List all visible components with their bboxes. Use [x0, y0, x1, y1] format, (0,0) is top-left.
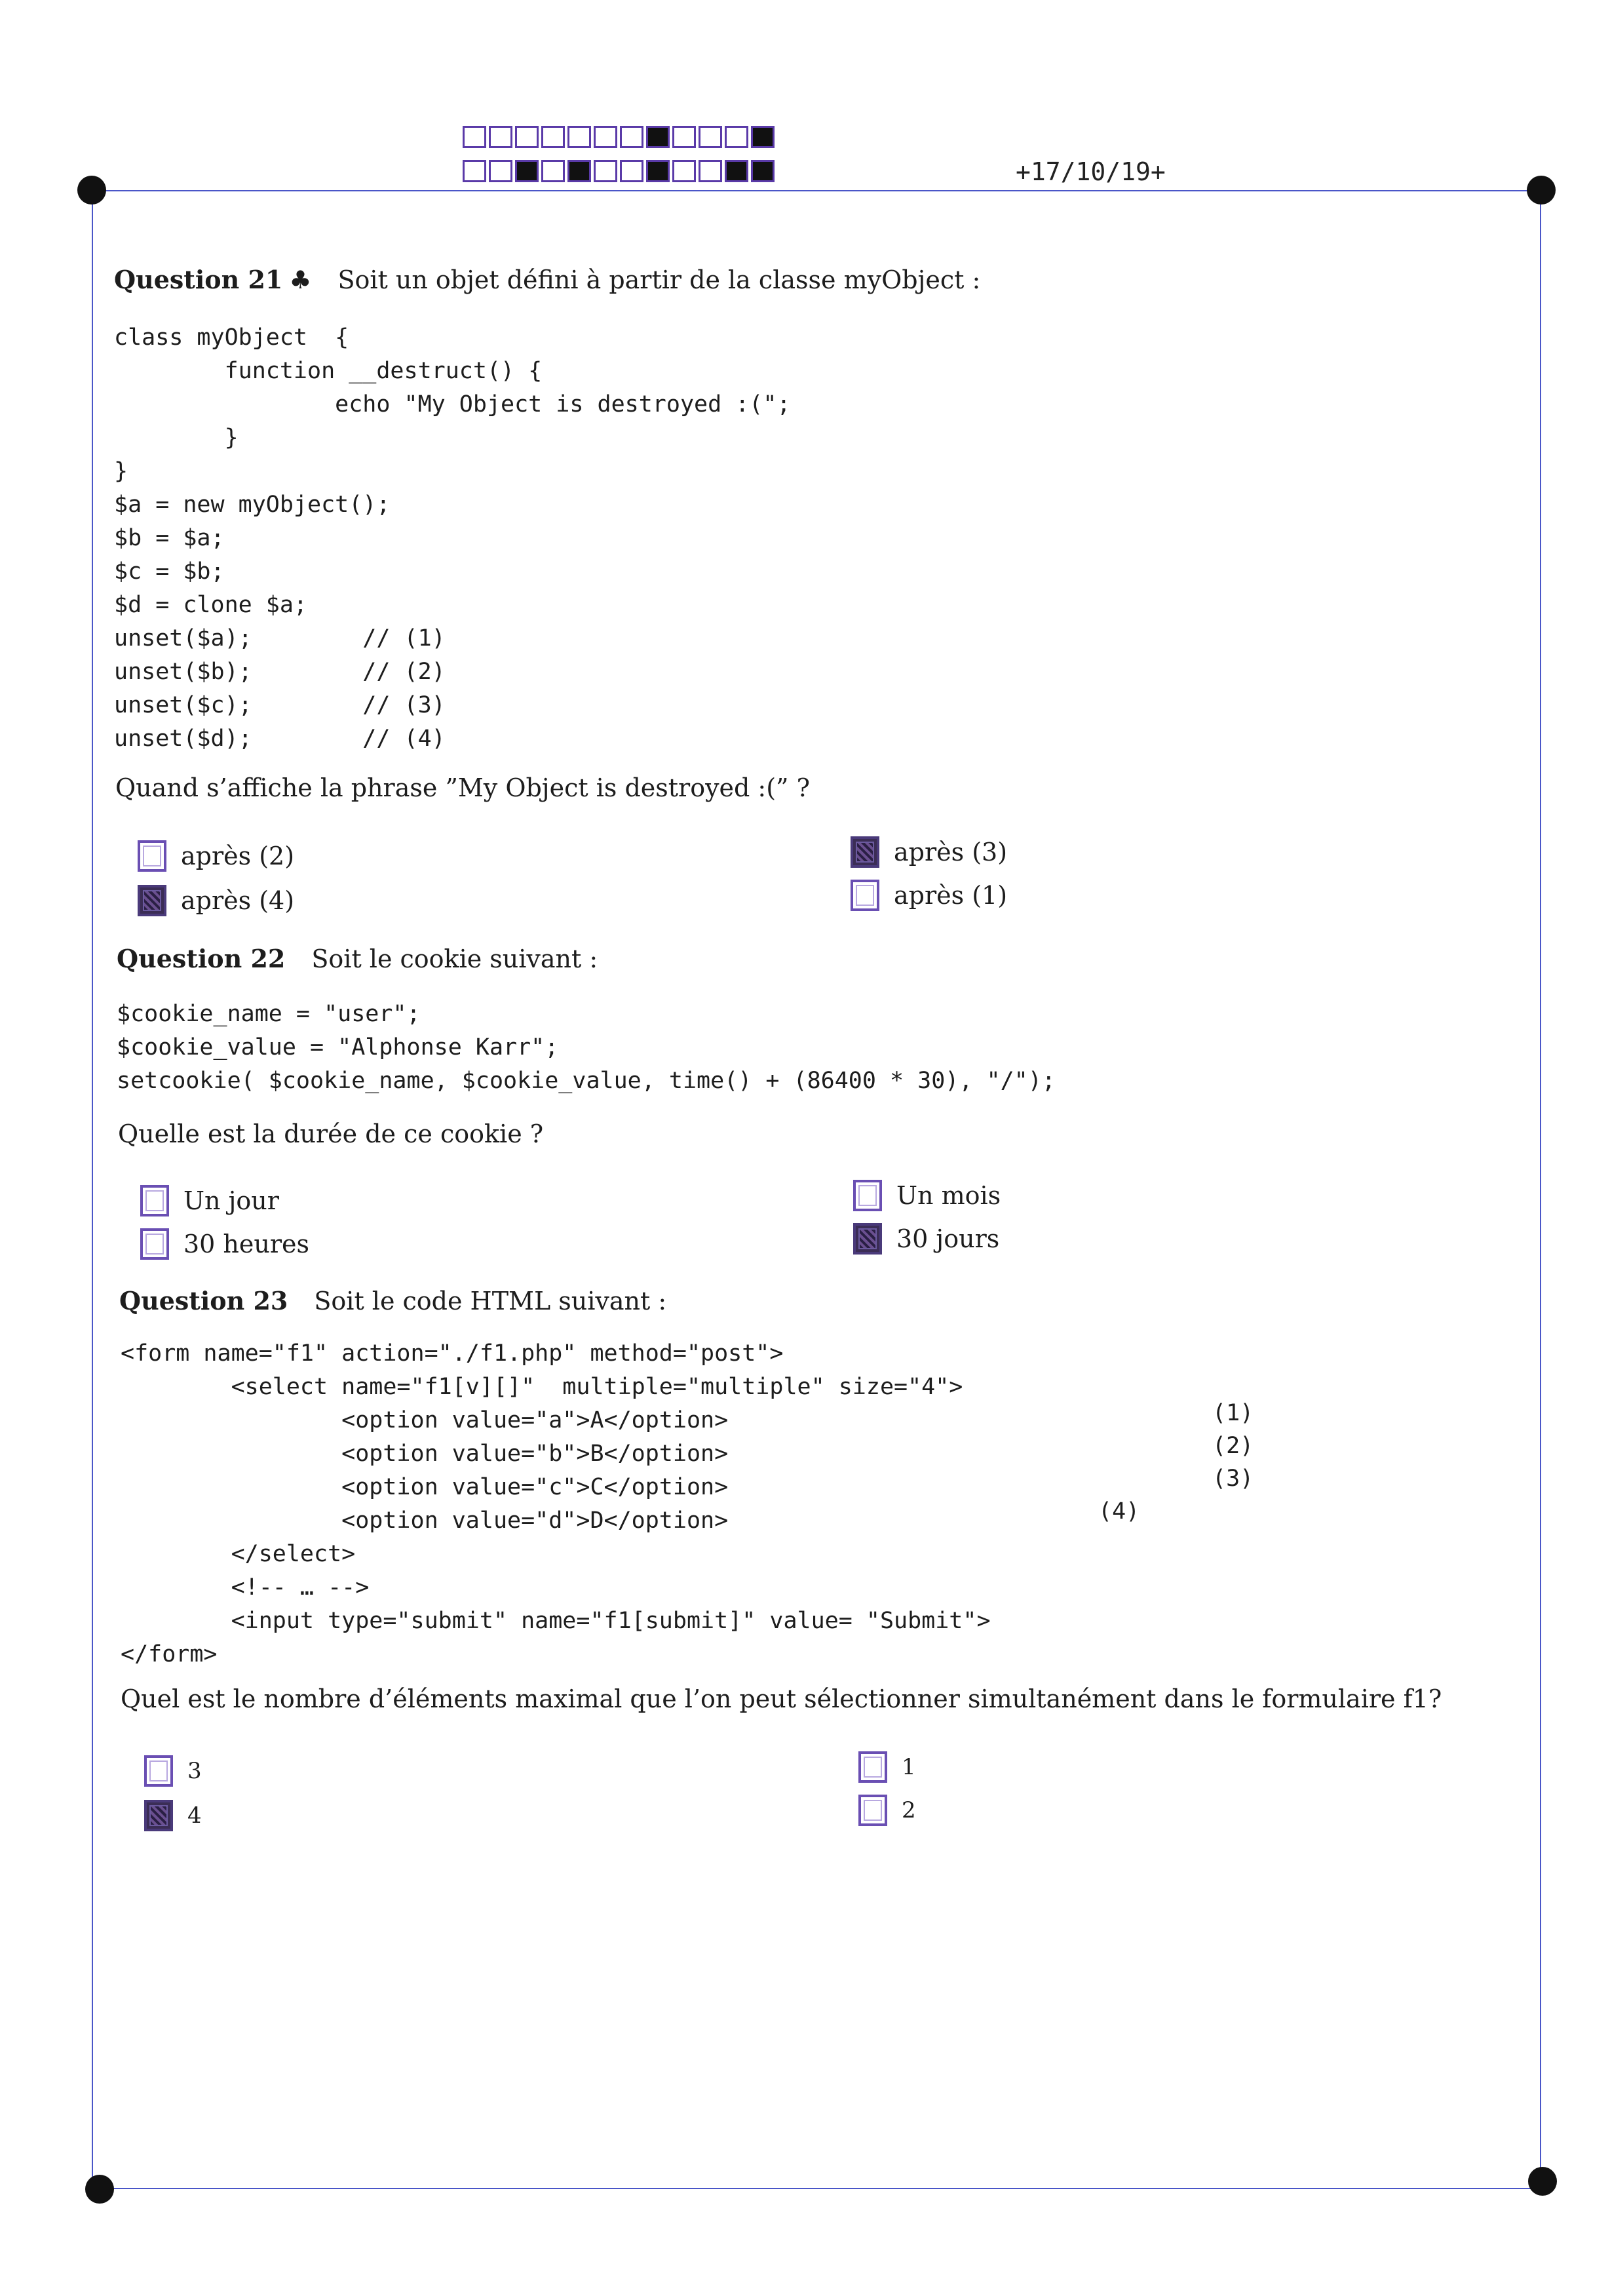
- question-text: Soit le code HTML suivant :: [314, 1287, 667, 1315]
- q23-option-4[interactable]: [144, 1800, 202, 1831]
- barcode-cell: [620, 126, 643, 148]
- barcode-cell: [489, 160, 512, 182]
- question-21-prompt: Quand s’affiche la phrase ”My Object is destroyed :(” ?: [115, 773, 810, 802]
- registration-dot-top-right: [1527, 176, 1556, 204]
- question-number: Question 23: [119, 1286, 288, 1315]
- option-label: 1: [902, 1754, 916, 1780]
- option-label: après (4): [181, 886, 295, 915]
- barcode-cell: [646, 160, 670, 182]
- barcode-cell: [463, 126, 486, 148]
- barcode-cell: [751, 160, 775, 182]
- checkbox[interactable]: [140, 1228, 169, 1260]
- barcode-cell: [751, 126, 775, 148]
- registration-dot-bottom-left: [85, 2175, 114, 2204]
- q21-option-apres-2[interactable]: [138, 840, 294, 872]
- barcode-cell: [594, 126, 617, 148]
- barcode-cell: [567, 160, 591, 182]
- checkbox[interactable]: [144, 1755, 173, 1787]
- registration-dot-bottom-right: [1528, 2167, 1557, 2196]
- option-label: 2: [902, 1797, 916, 1823]
- option-label: Un mois: [896, 1181, 1001, 1210]
- option-label: 3: [187, 1758, 202, 1784]
- question-23-code: <form name="f1" action="./f1.php" method="post"> <select name="f1[v][]" multiple="multiple" size="4"> <option value="a">A</option> <option value="b">B</option> <option value="c">C</option> <option value="d">D</option> </select> <!-- … --> <input type="submit" name="f1[submit]" value= "Submit"> </form>: [121, 1340, 991, 1667]
- barcode-cell: [541, 126, 565, 148]
- barcode-cell: [699, 126, 722, 148]
- code-mark-3: (3): [1212, 1466, 1254, 1492]
- barcode-cell: [567, 126, 591, 148]
- question-21-code: class myObject { function __destruct() { echo "My Object is destroyed :("; } } $a = new myObject(); $b = $a; $c = $b; $d = clone $a; unset($a); // (1) unset($b); // (2) unset($c); // (3) unset($d); // (4): [114, 324, 791, 752]
- question-21-heading: [114, 265, 980, 294]
- q23-option-1[interactable]: [858, 1751, 916, 1783]
- code-mark-2: (2): [1212, 1433, 1254, 1459]
- question-number: Question 22: [117, 944, 286, 973]
- checkbox[interactable]: [140, 1185, 169, 1216]
- question-text: Soit un objet défini à partir de la classe myObject :: [337, 265, 981, 294]
- question-23-prompt: Quel est le nombre d’éléments maximal que l’on peut sélectionner simultanément dans le formulaire f1?: [121, 1684, 1442, 1713]
- barcode-cell: [463, 160, 486, 182]
- code-mark-4: (4): [1098, 1498, 1140, 1525]
- q22-option-30-heures[interactable]: [140, 1228, 309, 1260]
- q21-option-apres-3[interactable]: [851, 836, 1007, 868]
- option-label: après (2): [181, 842, 295, 870]
- question-22-prompt: Quelle est la durée de ce cookie ?: [118, 1119, 544, 1148]
- option-label: après (3): [894, 838, 1008, 866]
- club-icon: ♣: [289, 265, 312, 294]
- q22-option-30-jours[interactable]: [853, 1223, 999, 1255]
- checkbox[interactable]: [853, 1223, 882, 1255]
- checkbox[interactable]: [138, 840, 166, 872]
- question-22-code: $cookie_name = "user"; $cookie_value = "Alphonse Karr"; setcookie( $cookie_name, $cookie_value, time() + (86400 * 30), "/");: [117, 1001, 1056, 1094]
- barcode-cell: [515, 160, 539, 182]
- barcode-cell: [725, 126, 748, 148]
- checkbox[interactable]: [858, 1795, 887, 1826]
- question-23-heading: [119, 1286, 666, 1315]
- option-label: 4: [187, 1802, 202, 1829]
- q22-option-un-jour[interactable]: [140, 1185, 279, 1216]
- barcode-cell: [541, 160, 565, 182]
- checkbox[interactable]: [858, 1751, 887, 1783]
- barcode-cell: [489, 126, 512, 148]
- q21-option-apres-4[interactable]: [138, 885, 294, 916]
- option-label: après (1): [894, 881, 1008, 910]
- checkbox[interactable]: [144, 1800, 173, 1831]
- barcode-row-1: [463, 126, 777, 148]
- barcode-cell: [620, 160, 643, 182]
- checkbox[interactable]: [851, 836, 879, 868]
- question-22-heading: [117, 944, 598, 973]
- question-text: Soit le cookie suivant :: [311, 944, 598, 973]
- question-number: Question 21 ♣: [114, 265, 312, 294]
- barcode-cell: [594, 160, 617, 182]
- barcode-cell: [672, 126, 696, 148]
- page-id: +17/10/19+: [1016, 157, 1166, 186]
- option-label: 30 heures: [183, 1230, 310, 1258]
- option-label: Un jour: [183, 1186, 279, 1215]
- option-label: 30 jours: [896, 1224, 1000, 1253]
- code-mark-1: (1): [1212, 1400, 1254, 1426]
- checkbox[interactable]: [138, 885, 166, 916]
- barcode-cell: [725, 160, 748, 182]
- barcode-cell: [646, 126, 670, 148]
- registration-dot-top-left: [77, 176, 106, 204]
- checkbox[interactable]: [853, 1180, 882, 1211]
- q22-option-un-mois[interactable]: [853, 1180, 1001, 1211]
- q21-option-apres-1[interactable]: [851, 880, 1007, 911]
- checkbox[interactable]: [851, 880, 879, 911]
- barcode-cell: [515, 126, 539, 148]
- barcode-row-2: [463, 160, 777, 182]
- q23-option-2[interactable]: [858, 1795, 916, 1826]
- q23-option-3[interactable]: [144, 1755, 202, 1787]
- barcode-cell: [672, 160, 696, 182]
- barcode-cell: [699, 160, 722, 182]
